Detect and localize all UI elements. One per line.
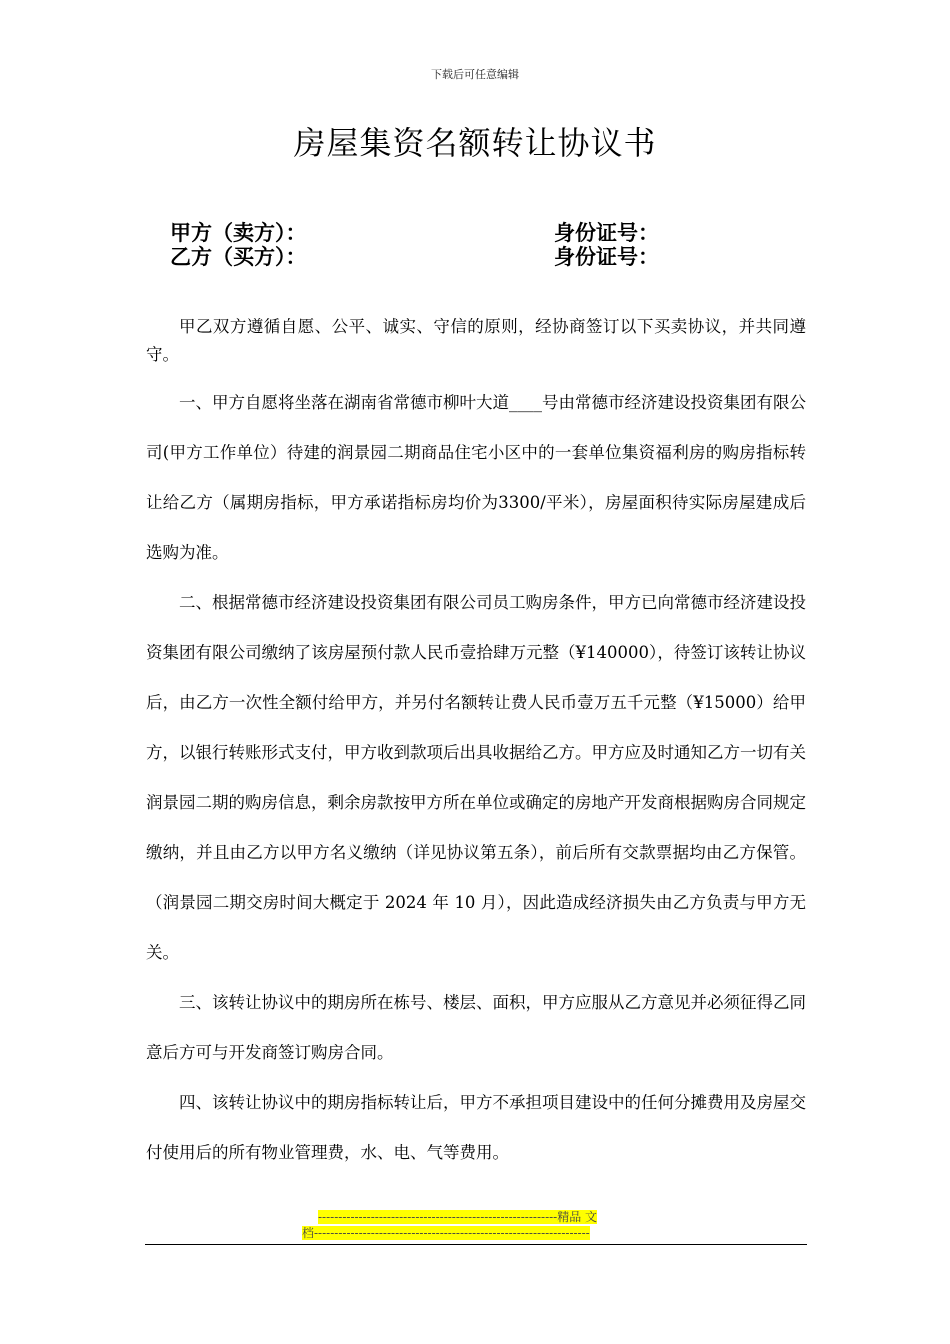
- footer-marker-text-2: 档--------------------------------------------------------------------: [302, 1226, 590, 1240]
- intro-block: [146, 313, 806, 369]
- clause-3: 三、该转让协议中的期房所在栋号、楼层、面积，甲方应服从乙方意见并必须征得乙同意后方可与开发商签订购房合同。: [146, 993, 806, 1062]
- clause-1: 一、甲方自愿将坐落在湖南省常德市柳叶大道____号由常德市经济建设投资集团有限公司(甲方工作单位）待建的润景园二期商品住宅小区中的一套单位集资福利房的购房指标转让给乙方（属期房指标，甲方承诺指标房均价为3300/平米），房屋面积待实际房屋建成后选购为准。: [146, 393, 806, 562]
- clauses-block: [146, 378, 806, 1178]
- party-a-id-label: 身份证号：: [554, 221, 659, 245]
- footer-marker-line-2: [302, 1226, 650, 1241]
- party-b-id-label: 身份证号：: [554, 245, 659, 269]
- footer-marker-text-1: -----------------------------------------------------------精品 文: [318, 1210, 598, 1224]
- document-title: 房屋集资名额转让协议书: [293, 124, 657, 162]
- party-a-label: 甲方（卖方）：: [170, 221, 307, 245]
- intro-paragraph: 甲乙双方遵循自愿、公平、诚实、守信的原则，经协商签订以下买卖协议，并共同遵守。: [146, 317, 806, 364]
- clause-4: 四、该转让协议中的期房指标转让后，甲方不承担项目建设中的任何分摊费用及房屋交付使用后的所有物业管理费，水、电、气等费用。: [146, 1093, 806, 1162]
- footer-marker-line-1: [318, 1210, 638, 1225]
- clause-2: 二、根据常德市经济建设投资集团有限公司员工购房条件，甲方已向常德市经济建设投资集团有限公司缴纳了该房屋预付款人民币壹拾肆万元整（¥140000），待签订该转让协议后，由乙方一次性全额付给甲方，并另付名额转让费人民币壹万五千元整（¥15000）给甲方，以银行转账形式支付，甲方收到款项后出具收据给乙方。甲方应及时通知乙方一切有关润景园二期的购房信息，剩余房款按甲方所在单位或确定的房地产开发商根据购房合同规定缴纳，并且由乙方以甲方名义缴纳（详见协议第五条），前后所有交款票据均由乙方保管。（润景园二期交房时间大概定于 2024 年 10 月），因此造成经济损失由乙方负责与甲方无关。: [146, 593, 806, 962]
- party-b-row: [170, 241, 810, 267]
- footer-rule: [145, 1244, 807, 1245]
- party-a-row: [170, 217, 810, 243]
- party-b-label: 乙方（买方）：: [170, 245, 307, 269]
- header-note: 下载后可任意编辑: [431, 68, 519, 81]
